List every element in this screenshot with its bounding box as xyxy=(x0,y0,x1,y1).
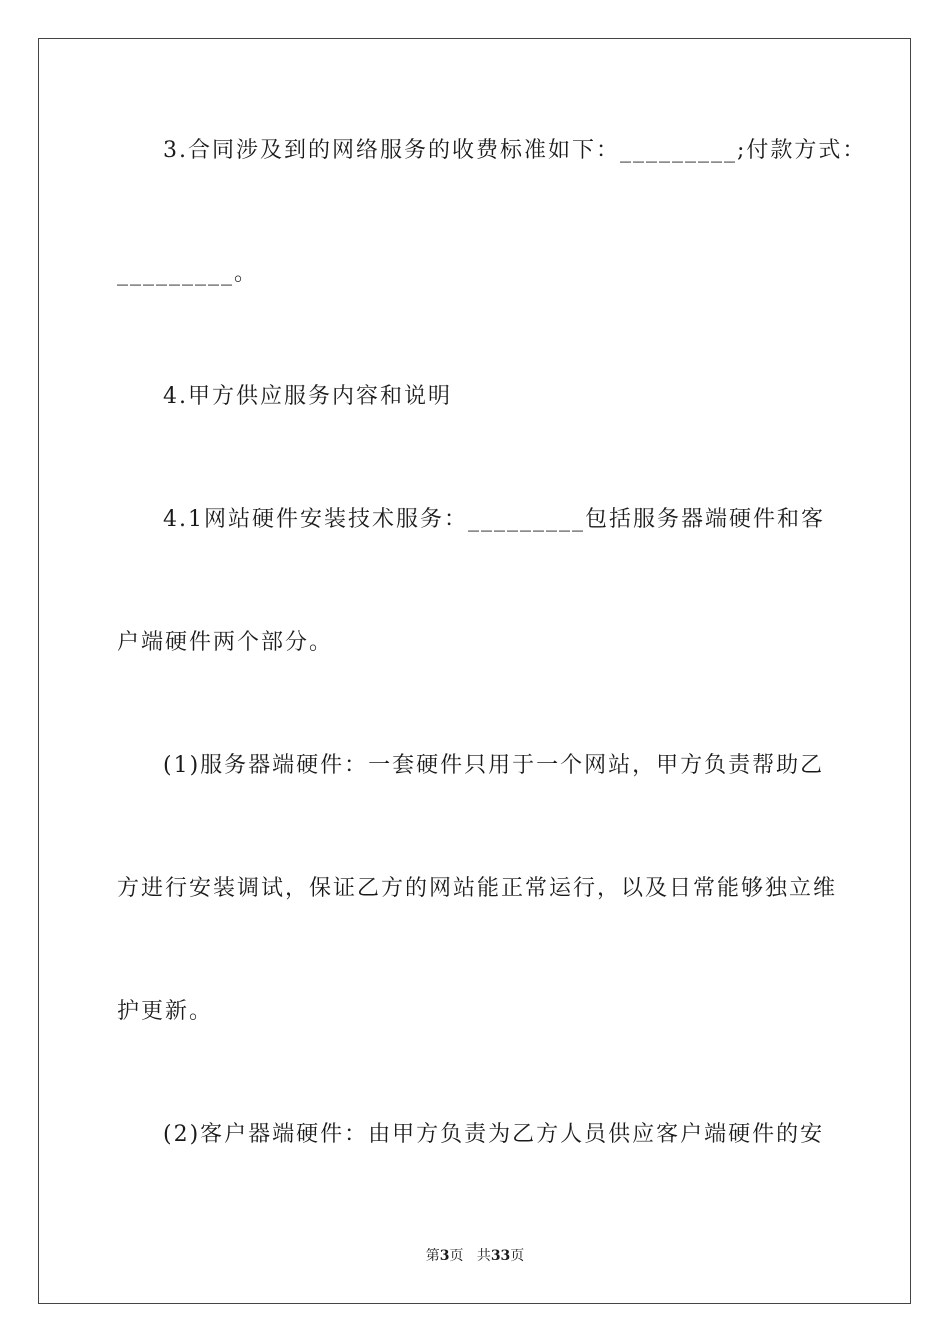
paragraph-line: 护更新。 xyxy=(117,999,214,1024)
paragraph-line: 3.合同涉及到的网络服务的收费标准如下：_________;付款方式： xyxy=(163,138,867,163)
footer-page-prefix: 第 xyxy=(425,1248,440,1264)
footer-page-current: 3 xyxy=(439,1248,450,1264)
footer-total-suffix: 页 xyxy=(510,1248,525,1264)
paragraph-line: 方进行安装调试，保证乙方的网站能正常运行，以及日常能够独立维 xyxy=(117,876,838,901)
paragraph-line: (1)服务器端硬件：一套硬件只用于一个网站，甲方负责帮助乙 xyxy=(163,753,825,778)
paragraph-line: 4.1网站硬件安装技术服务：_________包括服务器端硬件和客 xyxy=(163,507,825,532)
paragraph-line: 户端硬件两个部分。 xyxy=(117,630,334,655)
paragraph-line: _________。 xyxy=(117,261,259,286)
footer-page-mid: 页 xyxy=(449,1248,464,1264)
page-border xyxy=(38,38,911,1304)
footer-total-prefix: 共 xyxy=(476,1248,491,1264)
paragraph-line: (2)客户器端硬件：由甲方负责为乙方人员供应客户端硬件的安 xyxy=(163,1122,825,1147)
footer-page-total: 33 xyxy=(490,1248,511,1264)
page-footer xyxy=(0,1246,950,1266)
section-heading: 4.甲方供应服务内容和说明 xyxy=(163,384,452,409)
